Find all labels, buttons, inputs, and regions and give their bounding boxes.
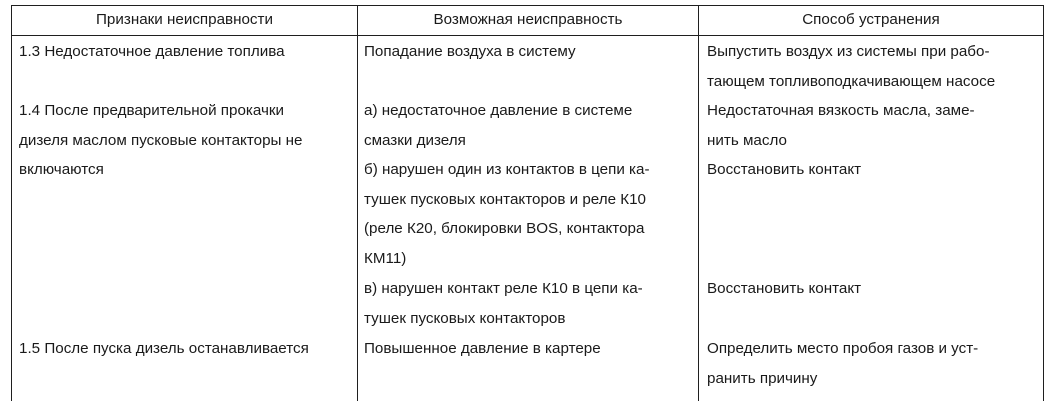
- fault-cell: в) нарушен контакт реле К10 в цепи ка- тушек пусковых контакторов: [364, 280, 643, 327]
- fault-cell: Попадание воздуха в систему: [364, 43, 576, 60]
- fault-cell: б) нарушен один из контактов в цепи ка- тушек пусковых контакторов и реле К10 (реле К20, блокировки BOS, контактора КМ11): [364, 161, 650, 267]
- fault-cell: Повышенное давление в картере: [364, 340, 601, 357]
- remedy-cell: Восстановить контакт: [707, 280, 862, 297]
- symptom-cell: 1.4 После предварительной прокачки дизеля маслом пусковые контакторы не включаются: [19, 102, 303, 179]
- remedy-cell: Восстановить контакт: [707, 161, 862, 178]
- table-border-right: [1043, 5, 1044, 401]
- remedy-cell: Выпустить воздух из системы при рабо- тающем топливоподкачивающем насосе: [707, 43, 996, 90]
- remedy-cell: Недостаточная вязкость масла, заме- нить масло: [707, 102, 975, 149]
- header-divider: [11, 35, 1044, 36]
- column-divider-1: [357, 5, 358, 401]
- symptom-cell: 1.3 Недостаточное давление топлива: [19, 43, 285, 60]
- fault-cell: а) недостаточное давление в системе смазки дизеля: [364, 102, 633, 149]
- remedy-cell: Определить место пробоя газов и уст- ранить причину: [707, 340, 979, 387]
- symptom-cell: 1.5 После пуска дизель останавливается: [19, 340, 309, 357]
- header-symptoms: Признаки неисправности: [96, 11, 273, 28]
- table-border-left: [11, 5, 12, 401]
- header-remedy: Способ устранения: [802, 11, 940, 28]
- column-divider-2: [698, 5, 699, 401]
- header-possible-fault: Возможная неисправность: [433, 11, 623, 28]
